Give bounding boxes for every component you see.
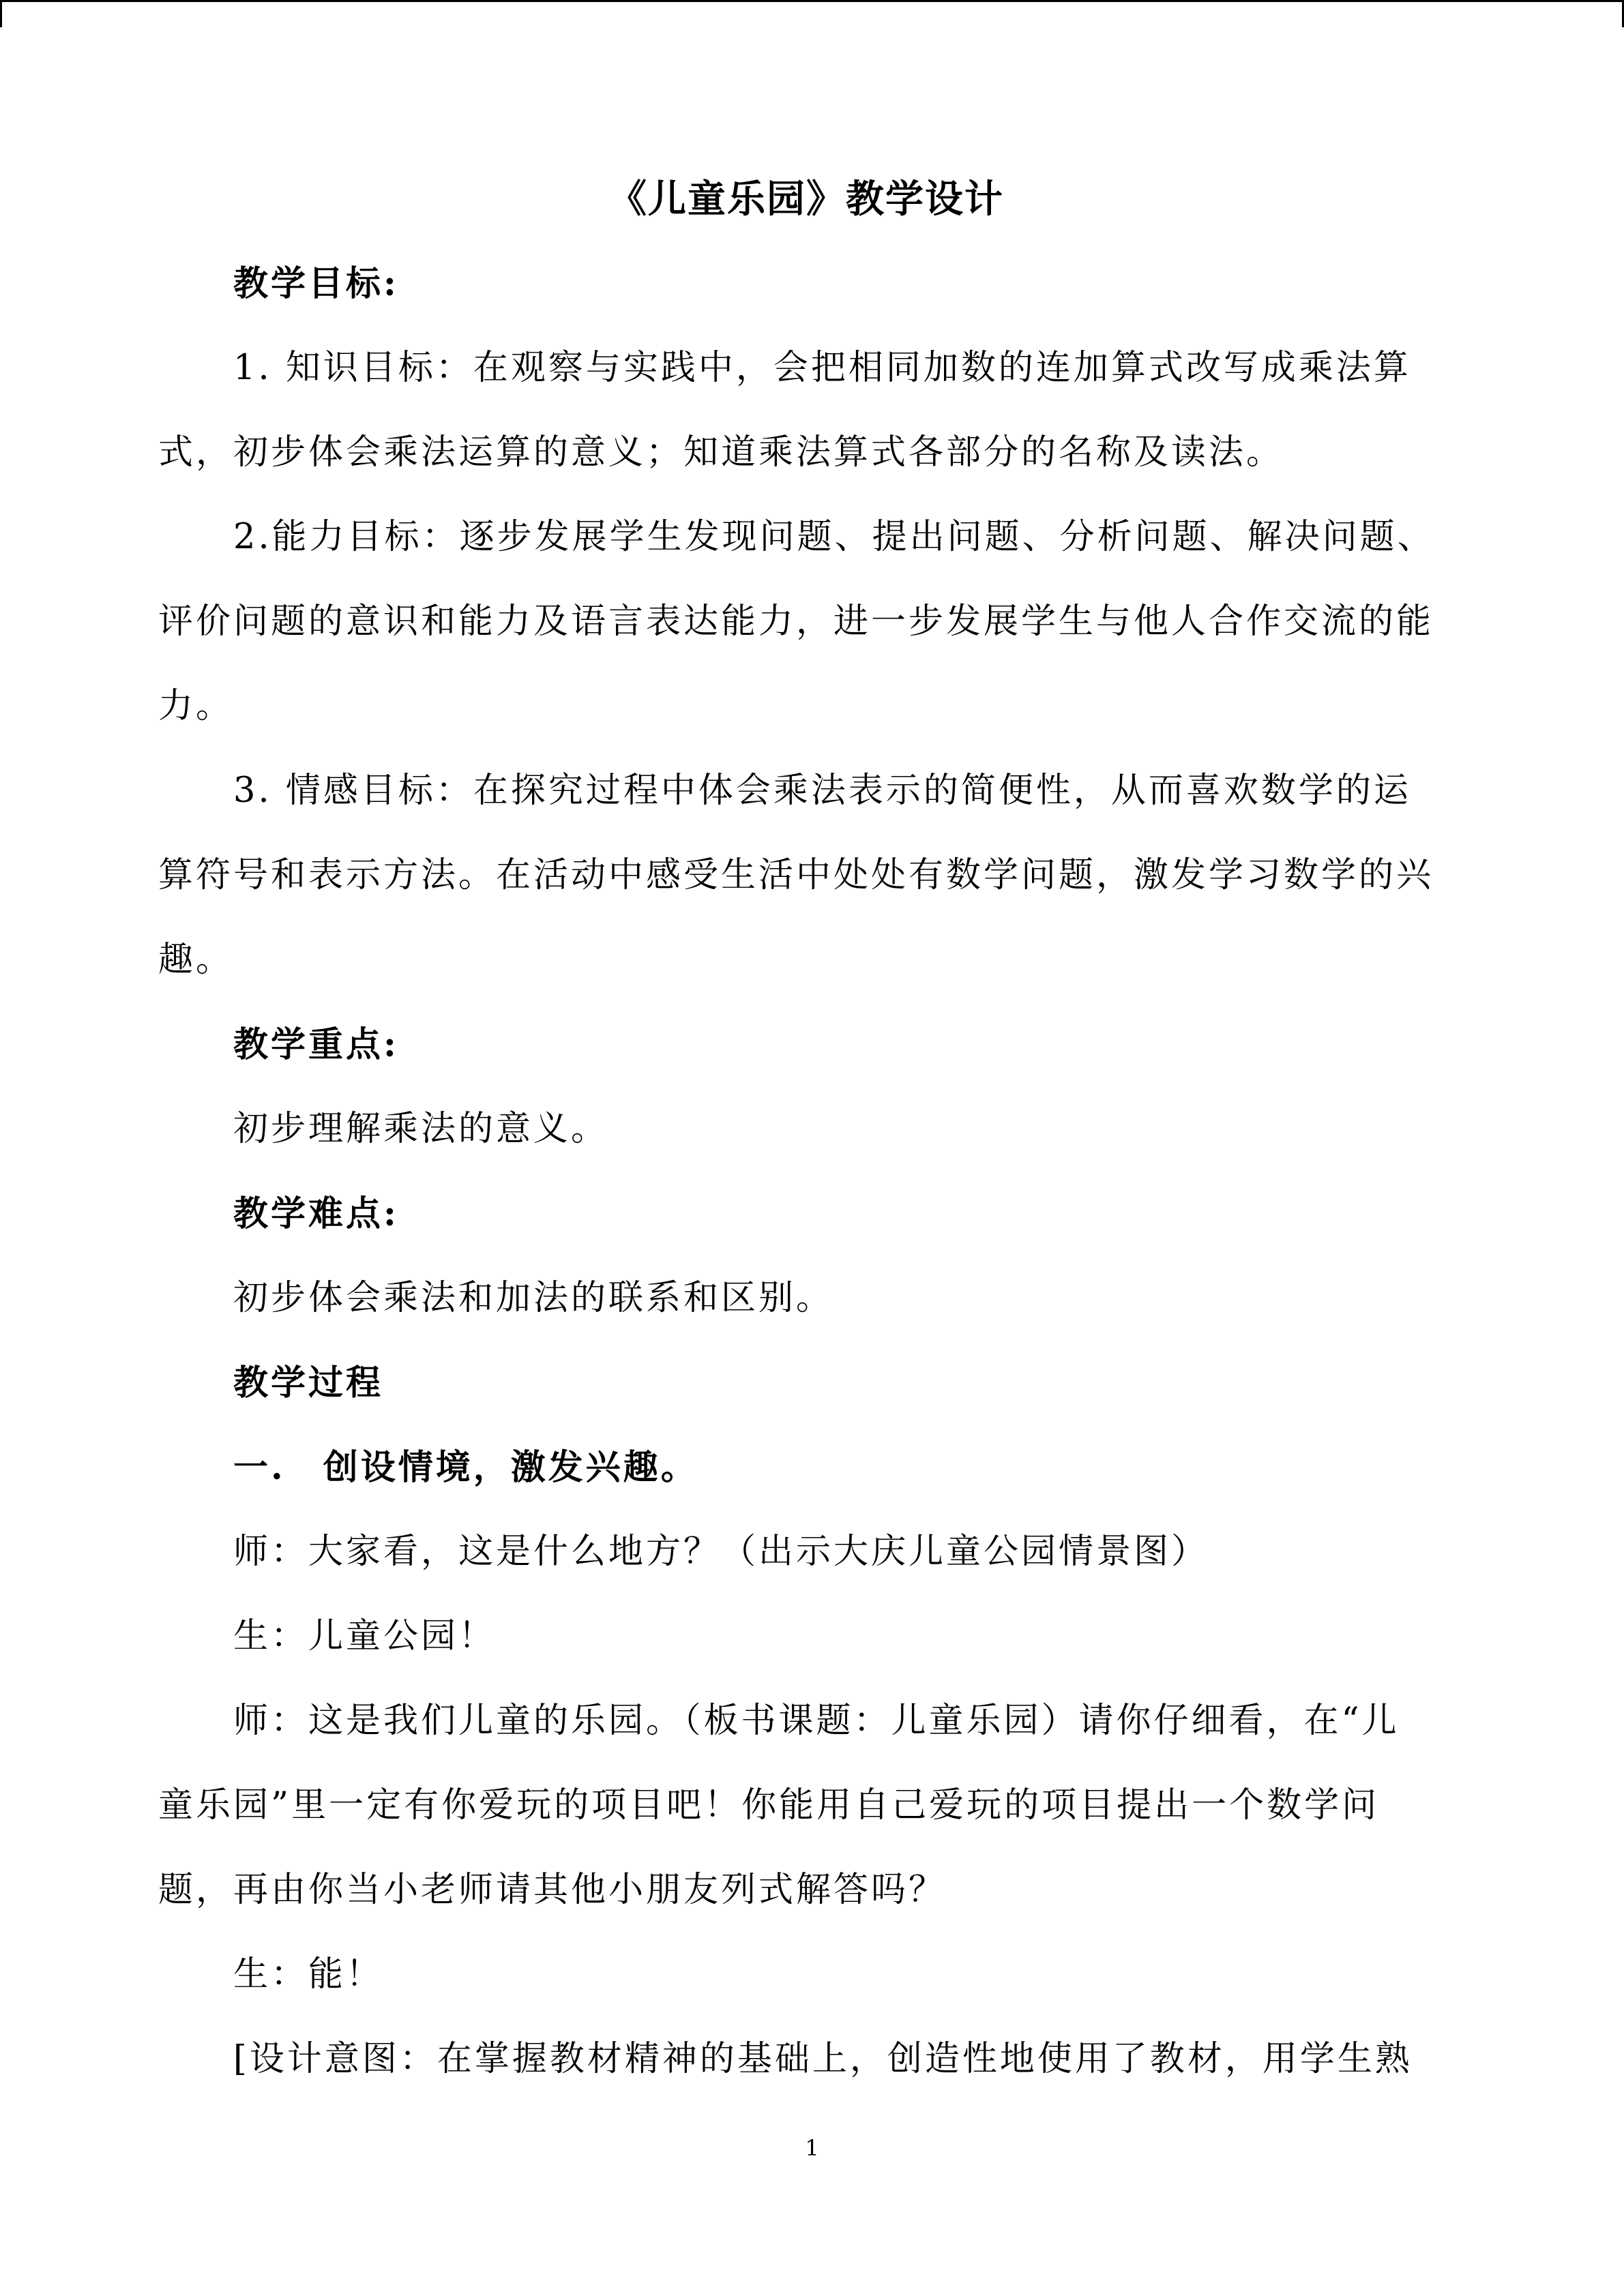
heading-teaching-objectives: 教学目标: bbox=[233, 263, 399, 304]
paragraph-line: 题，再由你当小老师请其他小朋友列式解答吗？ bbox=[158, 1870, 947, 1910]
heading-teaching-difficulty: 教学难点: bbox=[233, 1193, 399, 1234]
document-title: 《儿童乐园》教学设计 bbox=[608, 177, 1004, 222]
page-number: 1 bbox=[805, 2135, 819, 2161]
heading-section-one: 一. 创设情境，激发兴趣。 bbox=[233, 1447, 698, 1488]
paragraph-line: 师：大家看，这是什么地方？（出示大庆儿童公园情景图） bbox=[233, 1532, 1209, 1572]
paragraph-line: 初步理解乘法的意义。 bbox=[233, 1109, 609, 1149]
paragraph-line: 生：儿童公园！ bbox=[233, 1616, 497, 1656]
paragraph-line: 生：能！ bbox=[233, 1954, 384, 1995]
document-body bbox=[158, 157, 1454, 2102]
page-left-border-tick bbox=[0, 0, 2, 27]
paragraph-line: 式，初步体会乘法运算的意义；知道乘法算式各部分的名称及读法。 bbox=[158, 432, 1284, 473]
paragraph-line: [设计意图：在掌握教材精神的基础上，创造性地使用了教材，用学生熟 bbox=[233, 2039, 1413, 2079]
paragraph-line: 师：这是我们儿童的乐园。（板书课题：儿童乐园）请你仔细看，在“儿 bbox=[233, 1701, 1400, 1741]
paragraph-line: 趣。 bbox=[158, 940, 234, 980]
paragraph-line: 2.能力目标：逐步发展学生发现问题、提出问题、分析问题、解决问题、 bbox=[233, 517, 1435, 557]
heading-teaching-focus: 教学重点: bbox=[233, 1024, 399, 1065]
paragraph-line: 3. 情感目标：在探究过程中体会乘法表示的简便性，从而喜欢数学的运 bbox=[233, 771, 1411, 811]
paragraph-line: 算符号和表示方法。在活动中感受生活中处处有数学问题，激发学习数学的兴 bbox=[158, 855, 1434, 895]
paragraph-line: 评价问题的意识和能力及语言表达能力，进一步发展学生与他人合作交流的能 bbox=[158, 601, 1434, 642]
paragraph-line: 初步体会乘法和加法的联系和区别。 bbox=[233, 1278, 834, 1318]
paragraph-line: 力。 bbox=[158, 686, 234, 726]
paragraph-line: 童乐园”里一定有你爱玩的项目吧！你能用自己爱玩的项目提出一个数学问 bbox=[158, 1785, 1380, 1825]
paragraph-line: 1. 知识目标：在观察与实践中，会把相同加数的连加算式改写成乘法算 bbox=[233, 348, 1411, 388]
heading-teaching-process: 教学过程 bbox=[233, 1362, 384, 1403]
page-top-border bbox=[0, 0, 1624, 2]
